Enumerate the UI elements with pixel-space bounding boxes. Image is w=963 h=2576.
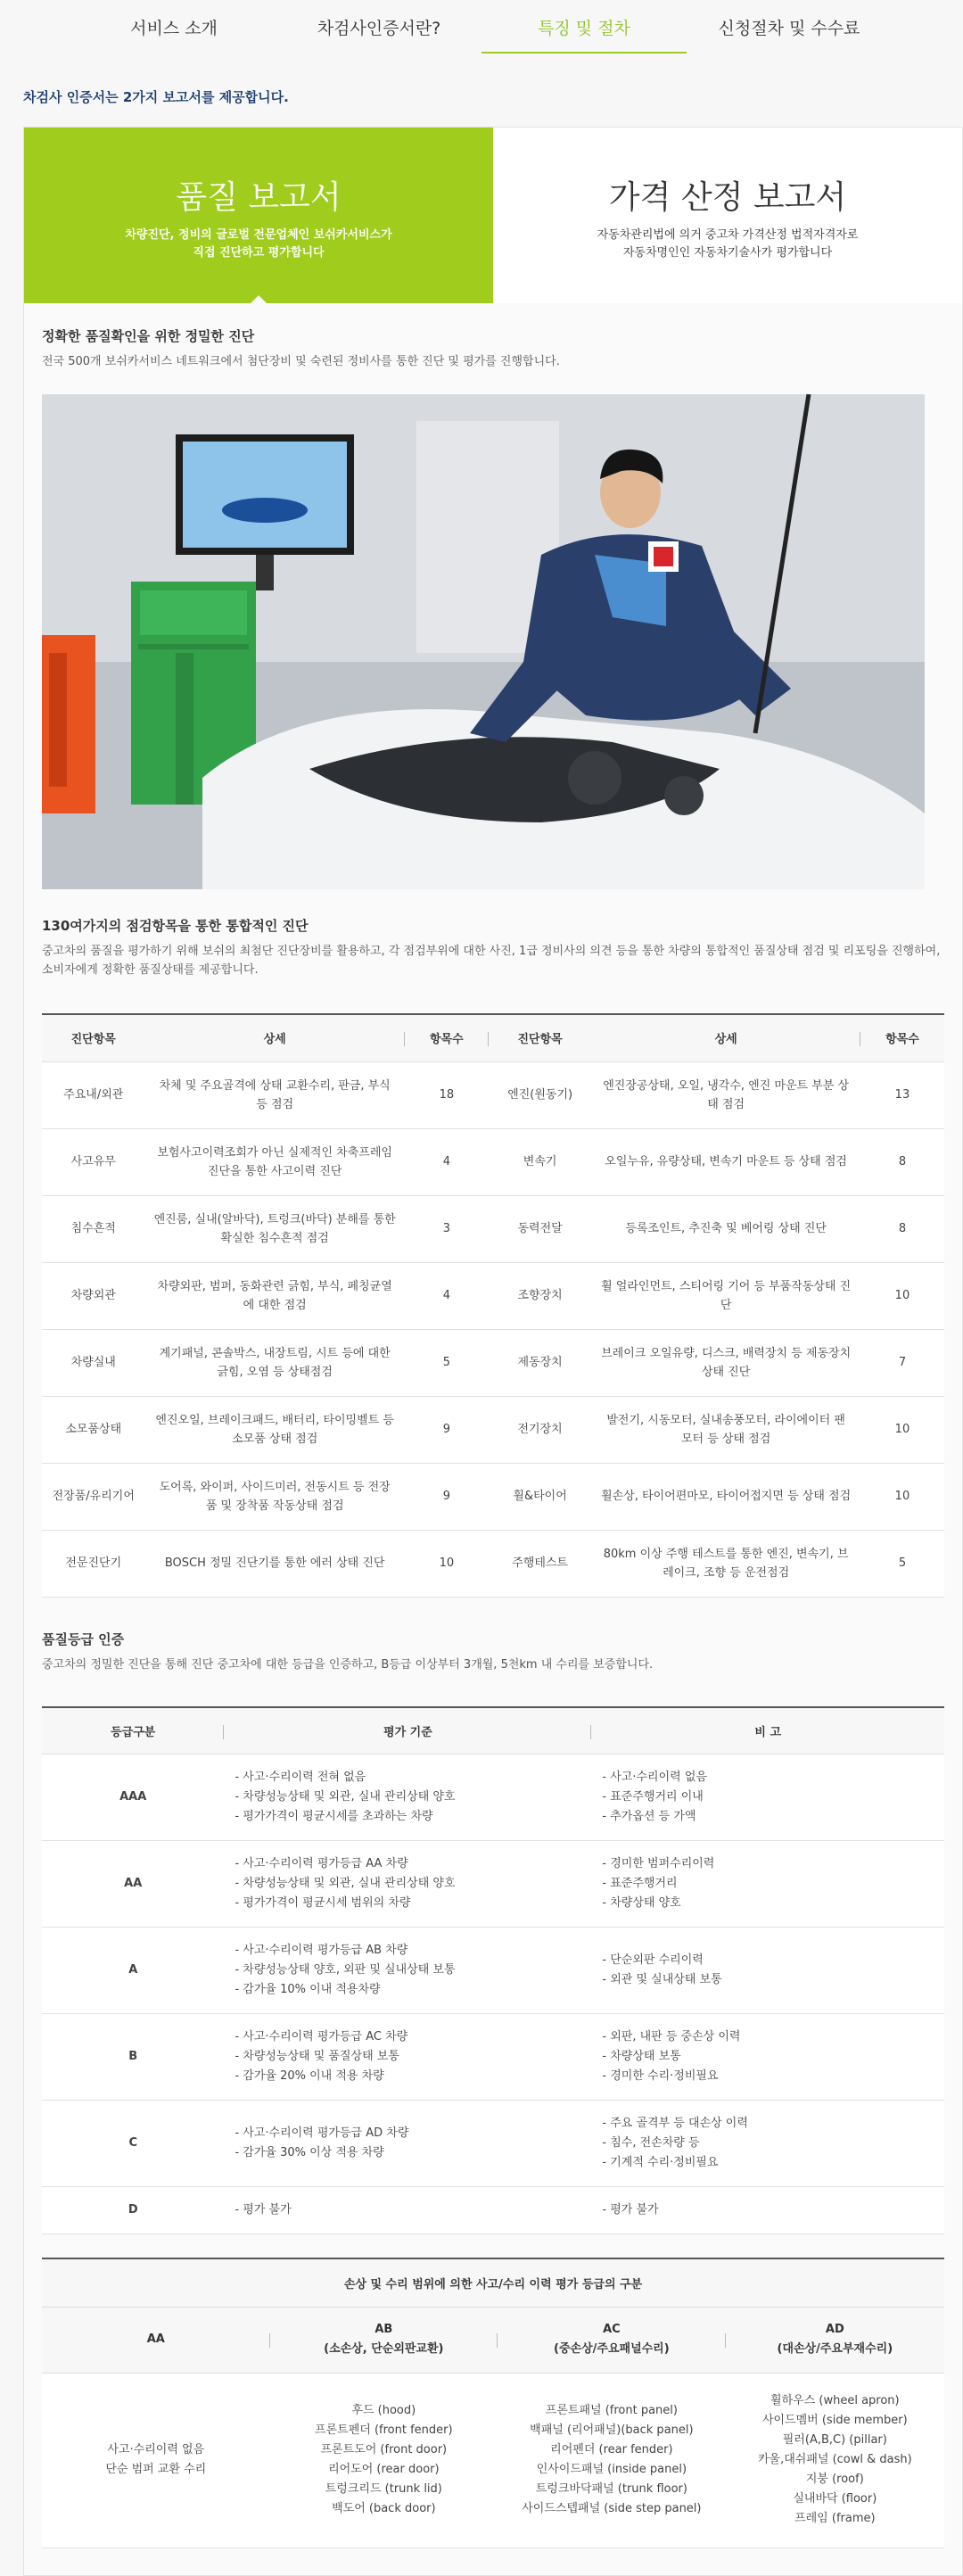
part-item: 실내바닥 (floor) [793,2492,877,2506]
table-cell: 차량외판, 범퍼, 동화관련 긁힘, 부식, 페칭균열에 대한 점검 [145,1262,405,1329]
section-precision-title: 정확한 품질확인을 위한 정밀한 진단 [42,328,255,344]
table-row [42,1754,944,1841]
part-item: 트렁크바닥패널 (trunk floor) [535,2482,687,2496]
table-cell: 5 [860,1530,944,1597]
grade-note [591,2014,944,2101]
grade-table [42,1706,944,2235]
table-cell: 등록조인트, 추진축 및 베어링 상태 진단 [591,1195,860,1262]
table-cell: 엔진룸, 실내(알바닥), 트렁크(바닥) 분해를 통한 확실한 침수흔적 점검 [145,1195,405,1262]
grade-note [591,2187,944,2234]
mechanic-illustration [42,394,925,889]
table-cell: 주요내/외관 [42,1061,145,1128]
text-line: - 외관 및 실내상태 보통 [602,1973,722,1986]
part-item: 인사이드패널 (inside panel) [536,2463,687,2476]
grade-label: AA [42,1841,224,1928]
table-cell: BOSCH 정밀 진단기를 통한 에러 상태 진단 [145,1530,405,1597]
table-cell: 발전기, 시동모터, 실내송풍모터, 라이에이터 팬 모터 등 상태 점검 [591,1396,860,1463]
table-cell: 5 [405,1329,489,1396]
part-item: 지붕 (roof) [805,2473,864,2486]
text-line: - 감가율 20% 이내 적용 차량 [235,2069,384,2083]
grade-criteria [224,1754,591,1841]
column-header: 진단항목 [42,1014,145,1061]
text-line: - 경미한 범퍼수리이력 [602,1857,715,1870]
part-item: 사이드멤버 (side member) [761,2414,908,2427]
column-header: 항목수 [860,1014,944,1061]
quality-report-desc: 차량진단, 정비의 글로벌 전문업체인 보쉬카서비스가 직접 진단하고 평가합니다 [125,228,392,260]
active-arrow-indicator [250,295,268,304]
table-cell: 18 [405,1061,489,1128]
table-cell: 9 [405,1396,489,1463]
table-cell: 4 [405,1262,489,1329]
table-cell: 13 [860,1061,944,1128]
table-cell: 계기패널, 콘솔박스, 내장트림, 시트 등에 대한 긁힘, 오염 등 상태점검 [145,1329,405,1396]
table-cell: 휠 얼라인먼트, 스티어링 기어 등 부품작동상태 진단 [591,1262,860,1329]
text-line: - 감가율 10% 이내 적용차량 [235,1983,381,1996]
table-row [42,1195,944,1262]
text-line: - 경미한 수리·정비필요 [602,2069,719,2083]
table-cell: 브레이크 오일유량, 디스크, 배력장치 등 제동장치 상태 진단 [591,1329,860,1396]
text-line: - 추가옵션 등 가액 [602,1810,696,1823]
grade-criteria [224,2187,591,2234]
column-header: AC (중손상/주요패널수리) [498,2307,726,2373]
grade-ab-cell [270,2373,498,2547]
part-item: 프론트펜더 (front fender) [315,2423,453,2437]
grade-criteria [224,1928,591,2014]
grade-note [591,1928,944,2014]
table-cell: 10 [860,1262,944,1329]
table-cell: 7 [860,1329,944,1396]
table-row [42,2101,944,2187]
text-line: - 기계적 수리·정비필요 [602,2156,719,2169]
mechanic-photo [42,394,925,889]
column-header: 상세 [145,1014,405,1061]
table-cell: 사고유무 [42,1128,145,1195]
table-cell: 8 [860,1195,944,1262]
table-row [42,1928,944,2014]
text-line: - 외판, 내판 등 중손상 이력 [602,2030,741,2043]
table-cell: 제동장치 [489,1329,592,1396]
text-line: - 사고·수리이력 평가등급 AA 차량 [235,1857,408,1870]
column-header: 평가 기준 [224,1707,591,1754]
table-row [42,1128,944,1195]
tab-application[interactable]: 신청절차 및 수수료 [718,19,860,38]
grade-label: D [42,2187,224,2234]
column-header: 상세 [591,1014,860,1061]
part-item: 트렁크리드 (trunk lid) [325,2482,442,2496]
tab-certificate[interactable]: 차검사인증서란? [317,19,441,38]
part-item: 사이드스텝패널 (side step panel) [522,2502,702,2515]
grade-ad-cell [726,2373,944,2547]
table-cell: 휠&타이어 [489,1463,592,1530]
table-row [42,1841,944,1928]
table-row [42,1530,944,1597]
price-report-panel[interactable] [493,128,962,303]
part-item: 프론트패널 (front panel) [545,2404,678,2417]
table-cell: 도어록, 와이퍼, 사이드미러, 전동시트 등 전장품 및 장착품 작동상태 점검 [145,1463,405,1530]
grade-label: B [42,2014,224,2101]
part-item: 프론트도어 (front door) [320,2443,448,2456]
part-item: 백패널 (리어패널)(back panel) [530,2423,694,2437]
part-item: 단순 범퍼 교환 수리 [105,2463,207,2476]
grade-note [591,1841,944,1928]
part-item: 백도어 (back door) [332,2502,436,2515]
table-cell: 엔진장공상태, 오일, 냉각수, 엔진 마운트 부분 상태 점검 [591,1061,860,1128]
text-line: - 차량성능상태 및 외관, 실내 관리상태 양호 [235,1790,456,1804]
section-integrated-title: 130여가지의 점검항목을 통한 통합적인 진단 [42,918,309,934]
table-row [42,1061,944,1128]
table-row [42,1463,944,1530]
text-line: - 주요 골격부 등 대손상 이력 [602,2117,748,2130]
text-line: - 차량상태 양호 [602,1896,681,1910]
text-line: - 평가 불가 [235,2203,292,2217]
table-cell: 휠손상, 타이어편마모, 타이어접지면 등 상태 점검 [591,1463,860,1530]
table-cell: 변속기 [489,1128,592,1195]
table-cell: 차량외관 [42,1262,145,1329]
text-line: - 표준주행거리 이내 [602,1790,704,1804]
table-cell: 4 [405,1128,489,1195]
part-item: 후드 (hood) [351,2404,416,2417]
table-header-row [42,1014,944,1061]
text-line: - 감가율 30% 이상 적용 차량 [235,2146,384,2159]
table-cell: 소모품상태 [42,1396,145,1463]
table-row [42,2373,944,2547]
table-cell: 주행테스트 [489,1530,592,1597]
price-report-desc: 자동차관리법에 의거 중고차 가격산정 법적자격자로 자동차명인인 자동차기술사가 평가합니다 [597,228,859,260]
part-item: 리어도어 (rear door) [328,2463,440,2476]
table-row [42,1396,944,1463]
table-row [42,1262,944,1329]
table-cell: 9 [405,1463,489,1530]
table-cell: 조향장치 [489,1262,592,1329]
table-cell: 3 [405,1195,489,1262]
text-line: - 차량성능상태 양호, 외판 및 실내상태 보통 [235,1963,456,1977]
grade-label: C [42,2101,224,2187]
part-item: 휠하우스 (wheel apron) [770,2394,900,2407]
part-item: 필러(A,B,C) (pillar) [782,2433,887,2447]
table-cell: 10 [860,1396,944,1463]
section-precision-desc: 전국 500개 보쉬카서비스 네트워크에서 첨단장비 및 숙련된 정비사를 통한 진단 및 평가를 진행합니다. [42,355,560,368]
page-headline: 차검사 인증서는 2가지 보고서를 제공합니다. [23,89,289,105]
table-cell: 10 [405,1530,489,1597]
section-integrated-desc: 중고차의 품질을 평가하기 위해 보쉬의 최첨단 진단장비를 활용하고, 각 점검부위에 대한 사진, 1급 정비사의 의견 등을 통한 차량의 통합적인 품질상태 점검 및 리포팅을 진행하여, 소비자에게 정확한 품질상태를 제공합니다. [42,945,941,977]
column-header: 등급구분 [42,1707,224,1754]
table-cell: 차체 및 주요골격에 상태 교환수리, 판금, 부식 등 점검 [145,1061,405,1128]
text-line: - 사고·수리이력 없음 [602,1771,707,1784]
accident-table-caption: 손상 및 수리 범위에 의한 사고/수리 이력 평가 등급의 구분 [42,2258,944,2307]
grade-label: AAA [42,1754,224,1841]
quality-report-title: 품질 보고서 [176,179,342,216]
column-header: 항목수 [405,1014,489,1061]
grade-criteria [224,2014,591,2101]
text-line: - 사고·수리이력 전혀 없음 [235,1771,366,1784]
table-cell: 80km 이상 주행 테스트를 통한 엔진, 변속기, 브레이크, 조향 등 운전점검 [591,1530,860,1597]
grade-criteria [224,1841,591,1928]
content-box [23,127,963,2576]
table-row [42,2187,944,2234]
table-cell: 8 [860,1128,944,1195]
table-cell: 동력전달 [489,1195,592,1262]
text-line: - 평가가격이 평균시세 범위의 차량 [235,1896,411,1910]
table-cell: 전기장치 [489,1396,592,1463]
part-item: 사고·수리이력 없음 [107,2443,205,2456]
table-header-row [42,1707,944,1754]
text-line: - 평가가격이 평균시세를 초과하는 차량 [235,1810,433,1823]
table-header-row [42,2307,944,2373]
table-cell: 엔진오일, 브레이크패드, 배터리, 타이밍벨트 등 소모품 상태 점검 [145,1396,405,1463]
text-line: - 침수, 전손차량 등 [602,2136,700,2150]
price-report-title: 가격 산정 보고서 [608,179,847,216]
text-line: - 표준주행거리 [602,1877,678,1890]
table-cell: 보험사고이력조회가 아닌 실제적인 차축프레임 진단을 통한 사고이력 진단 [145,1128,405,1195]
section-grade-desc: 중고차의 정밀한 진단을 통해 진단 중고차에 대한 등급을 인증하고, B등급 이상부터 3개월, 5천km 내 수리를 보증합니다. [42,1657,654,1672]
column-header: AA [42,2307,270,2373]
accident-grade-table [42,2258,944,2548]
tab-features[interactable]: 특징 및 절차 [482,0,687,54]
part-item: 카울,대쉬패널 (cowl & dash) [757,2453,912,2466]
table-cell: 전문진단기 [42,1530,145,1597]
table-cell: 차량실내 [42,1329,145,1396]
table-row [42,2014,944,2101]
table-row [42,1329,944,1396]
part-item: 프레임 (frame) [794,2512,876,2525]
text-line: - 사고·수리이력 평가등급 AD 차량 [235,2126,409,2140]
grade-criteria [224,2101,591,2187]
text-line: - 차량상태 보통 [602,2050,681,2063]
tab-service-intro[interactable]: 서비스 소개 [130,19,218,38]
column-header: AB (소손상, 단순외판교환) [270,2307,498,2373]
text-line: - 차량성능상태 및 품질상태 보통 [235,2050,399,2063]
quality-report-panel[interactable] [24,128,493,303]
text-line: - 평가 불가 [602,2203,659,2217]
diagnosis-table [42,1013,944,1598]
grade-ac-cell [498,2373,726,2547]
text-line: - 단순외판 수리이력 [602,1953,704,1967]
table-cell: 침수흔적 [42,1195,145,1262]
table-cell: 엔진(원동기) [489,1061,592,1128]
column-header: 진단항목 [489,1014,592,1061]
grade-aa-cell [42,2373,270,2547]
section-grade-title: 품질등급 인증 [42,1631,125,1647]
table-cell: 전장품/유리기어 [42,1463,145,1530]
grade-note [591,2101,944,2187]
text-line: - 차량성능상태 및 외관, 실내 관리상태 양호 [235,1877,456,1890]
column-header: AD (대손상/주요부재수리) [726,2307,944,2373]
part-item: 리어펜더 (rear fender) [550,2443,673,2456]
grade-note [591,1754,944,1841]
text-line: - 사고·수리이력 평가등급 AB 차량 [235,1944,408,1957]
report-types [24,128,962,303]
column-header: 비 고 [591,1707,944,1754]
tab-bar [0,0,963,54]
table-cell: 10 [860,1463,944,1530]
grade-label: A [42,1928,224,2014]
table-cell: 오일누유, 유량상태, 변속기 마운트 등 상태 점검 [591,1128,860,1195]
text-line: - 사고·수리이력 평가등급 AC 차량 [235,2030,408,2043]
